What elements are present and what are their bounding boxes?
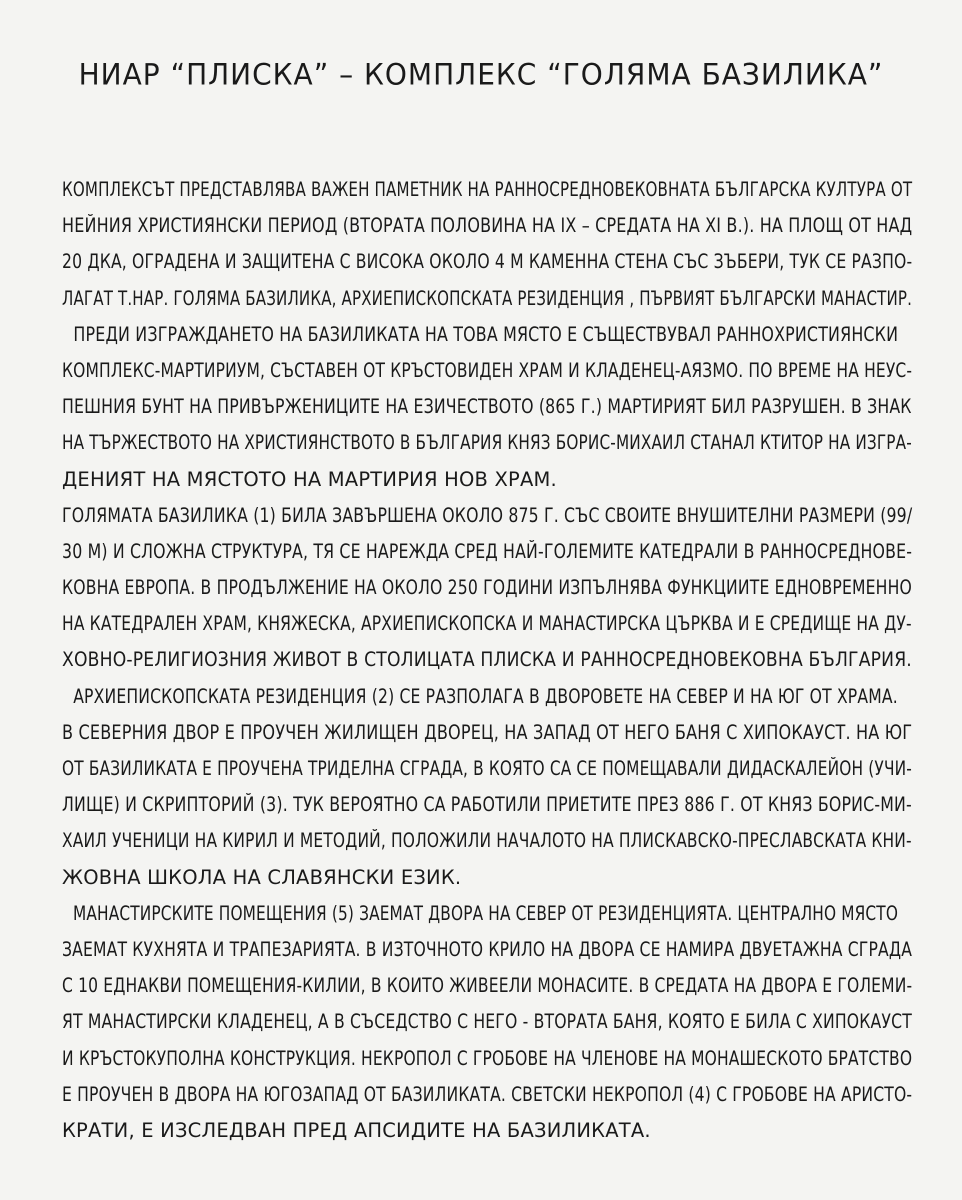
text-line: ХАИЛ УЧЕНИЦИ НА КИРИЛ И МЕТОДИЙ, ПОЛОЖИЛИ НАЧАЛОТО НА ПЛИСКАВСКО-ПРЕСЛАВСКАТА КНИ- [62, 829, 912, 853]
text-line: Е ПРОУЧЕН В ДВОРА НА ЮГОЗАПАД ОТ БАЗИЛИКАТА. СВЕТСКИ НЕКРОПОЛ (4) С ГРОБОВЕ НА АРИСТО- [62, 1082, 913, 1106]
text-line: НЕЙНИЯ ХРИСТИЯНСКИ ПЕРИОД (ВТОРАТА ПОЛОВИНА НА IX – СРЕДАТА НА XI В.). НА ПЛОЩ ОТ НАД [62, 214, 913, 238]
text-line: ГОЛЯМАТА БАЗИЛИКА (1) БИЛА ЗАВЪРШЕНА ОКОЛО 875 Г. СЪС СВОИТЕ ВНУШИТЕЛНИ РАЗМЕРИ (99/ [62, 503, 913, 527]
text-line: ОТ БАЗИЛИКАТА Е ПРОУЧЕНА ТРИДЕЛНА СГРАДА, В КОЯТО СА СЕ ПОМЕЩАВАЛИ ДИДАСКАЛЕЙОН (УЧИ- [62, 757, 912, 780]
text-line: КОВНА ЕВРОПА. В ПРОДЪЛЖЕНИЕ НА ОКОЛО 250 ГОДИНИ ИЗПЪЛНЯВА ФУНКЦИИТЕ ЕДНОВРЕМЕННО [62, 576, 912, 600]
text-line: И КРЪСТОКУПОЛНА КОНСТРУКЦИЯ. НЕКРОПОЛ С ГРОБОВЕ НА ЧЛЕНОВЕ НА МОНАШЕСКОТО БРАТСТВО [62, 1046, 913, 1070]
page-title: НИАР “ПЛИСКА” – КОМПЛЕКС “ГОЛЯМА БАЗИЛИКА” [78, 57, 884, 92]
text-line: КРАТИ, Е ИЗСЛЕДВАН ПРЕД АПСИДИТЕ НА БАЗИЛИКАТА. [62, 1118, 651, 1142]
text-line: ХОВНО-РЕЛИГИОЗНИЯ ЖИВОТ В СТОЛИЦАТА ПЛИСКА И РАННОСРЕДНОВЕКОВНА БЪЛГАРИЯ. [62, 648, 912, 672]
text-line: ПРЕДИ ИЗГРАЖДАНЕТО НА БАЗИЛИКАТА НА ТОВА МЯСТО Е СЪЩЕСТВУВАЛ РАННОХРИСТИЯНСКИ [73, 322, 899, 346]
text-line: ДЕНИЯТ НА МЯСТОТО НА МАРТИРИЯ НОВ ХРАМ. [62, 467, 557, 491]
text-line: В СЕВЕРНИЯ ДВОР Е ПРОУЧЕН ЖИЛИЩЕН ДВОРЕЦ, НА ЗАПАД ОТ НЕГО БАНЯ С ХИПОКАУСТ. НА ЮГ [62, 720, 913, 744]
text-line: 30 М) И СЛОЖНА СТРУКТУРА, ТЯ СЕ НАРЕЖДА СРЕД НАЙ-ГОЛЕМИТЕ КАТЕДРАЛИ В РАННОСРЕДНОВЕ- [62, 539, 913, 563]
text-line: ЖОВНА ШКОЛА НА СЛАВЯНСКИ ЕЗИК. [62, 865, 462, 889]
text-line: КОМПЛЕКСЪТ ПРЕДСТАВЛЯВА ВАЖЕН ПАМЕТНИК НА РАННОСРЕДНОВЕКОВНАТА БЪЛГАРСКА КУЛТУРА ОТ [62, 178, 913, 201]
text-line: 20 ДКА, ОГРАДЕНА И ЗАЩИТЕНА С ВИСОКА ОКОЛО 4 М КАМЕННА СТЕНА СЪС ЗЪБЕРИ, ТУК СЕ РАЗПО- [62, 250, 913, 274]
text-line: НА КАТЕДРАЛЕН ХРАМ, КНЯЖЕСКА, АРХИЕПИСКОПСКА И МАНАСТИРСКА ЦЪРКВА И Е СРЕДИЩЕ НА ДУ- [62, 612, 912, 636]
text-line: С 10 ЕДНАКВИ ПОМЕЩЕНИЯ-КИЛИИ, В КОИТО ЖИВЕЕЛИ МОНАСИТЕ. В СРЕДАТА НА ДВОРА Е ГОЛЕМИ- [62, 974, 913, 998]
text-line: АРХИЕПИСКОПСКАТА РЕЗИДЕНЦИЯ (2) СЕ РАЗПОЛАГА В ДВОРОВЕТЕ НА СЕВЕР И НА ЮГ ОТ ХРАМА. [73, 684, 898, 708]
text-line: ЗАЕМАТ КУХНЯТА И ТРАПЕЗАРИЯТА. В ИЗТОЧНОТО КРИЛО НА ДВОРА СЕ НАМИРА ДВУЕТАЖНА СГРАДА [62, 937, 913, 961]
text-line: ЯТ МАНАСТИРСКИ КЛАДЕНЕЦ, А В СЪСЕДСТВО С НЕГО - ВТОРАТА БАНЯ, КОЯТО Е БИЛА С ХИПОКАУСТ [62, 1010, 912, 1034]
body-text [62, 172, 912, 1149]
text-line: ПЕШНИЯ БУНТ НА ПРИВЪРЖЕНИЦИТЕ НА ЕЗИЧЕСТВОТО (865 Г.) МАРТИРИЯТ БИЛ РАЗРУШЕН. В ЗНАК [62, 395, 912, 419]
text-line: НА ТЪРЖЕСТВОТО НА ХРИСТИЯНСТВОТО В БЪЛГАРИЯ КНЯЗ БОРИС-МИХАИЛ СТАНАЛ КТИТОР НА ИЗГРА- [62, 431, 912, 455]
text-line: МАНАСТИРСКИТЕ ПОМЕЩЕНИЯ (5) ЗАЕМАТ ДВОРА НА СЕВЕР ОТ РЕЗИДЕНЦИЯТА. ЦЕНТРАЛНО МЯСТО [73, 901, 899, 925]
text-line: ЛИЩЕ) И СКРИПТОРИЙ (3). ТУК ВЕРОЯТНО СА РАБОТИЛИ ПРИЕТИТЕ ПРЕЗ 886 Г. ОТ КНЯЗ БОРИС-МИ- [62, 793, 912, 817]
text-line: ЛАГАТ Т.НАР. ГОЛЯМА БАЗИЛИКА, АРХИЕПИСКОПСКАТА РЕЗИДЕНЦИЯ , ПЪРВИЯТ БЪЛГАРСКИ МАНАСТИР. [62, 286, 913, 310]
text-line: КОМПЛЕКС-МАРТИРИУМ, СЪСТАВЕН ОТ КРЪСТОВИДЕН ХРАМ И КЛАДЕНЕЦ-АЯЗМО. ПО ВРЕМЕ НА НЕУС- [62, 358, 913, 382]
